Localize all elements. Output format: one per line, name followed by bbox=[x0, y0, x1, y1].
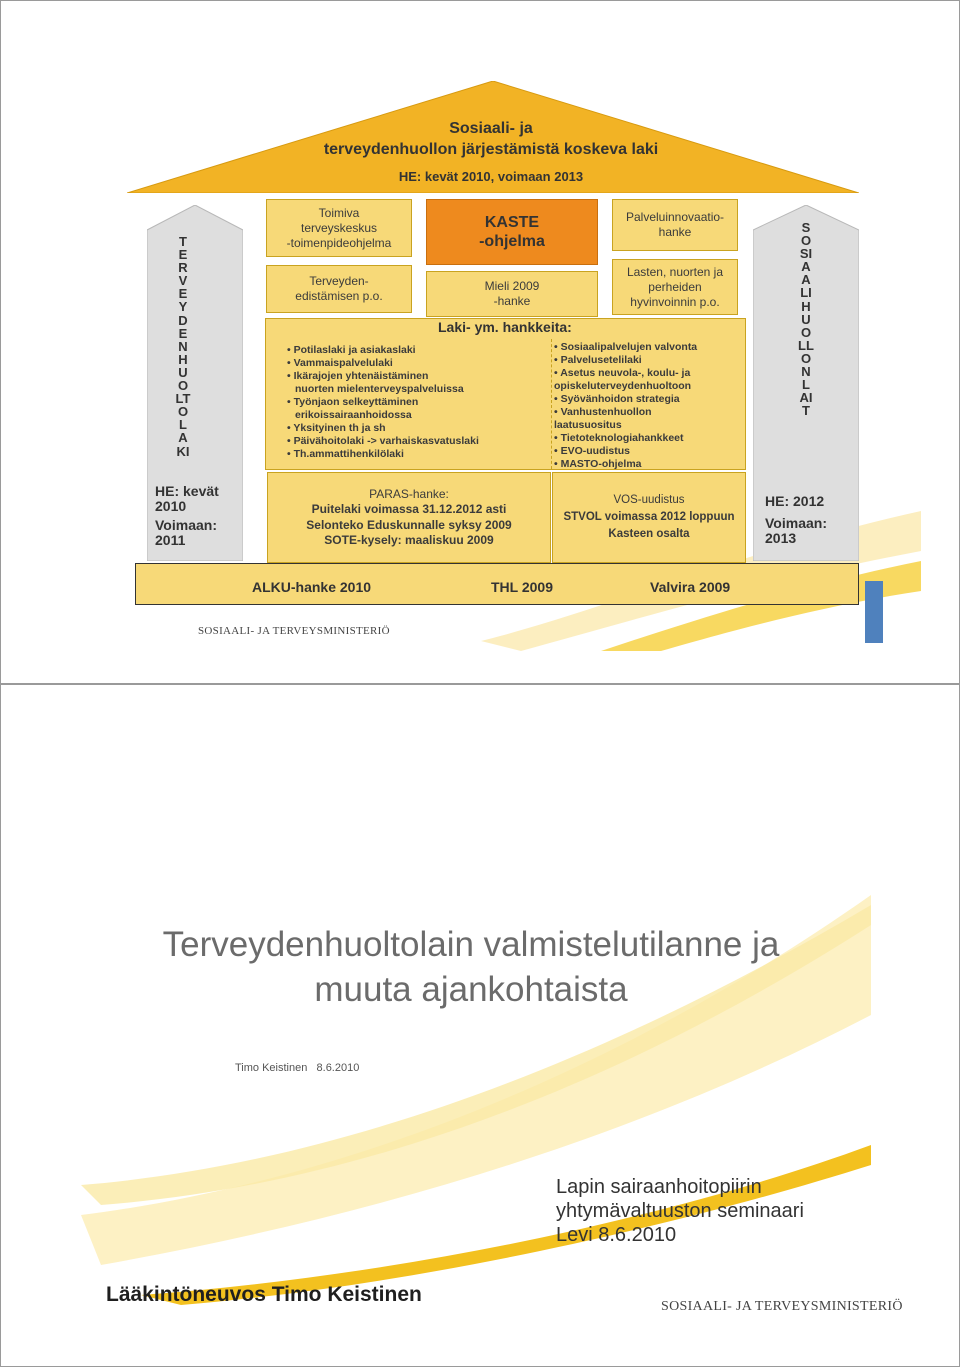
laki-right-item: • MASTO-ohjelma bbox=[554, 458, 642, 470]
vos-line2: STVOL voimassa 2012 loppuun bbox=[563, 511, 735, 523]
box-kaste-line2: -ohjelma bbox=[479, 233, 545, 250]
box-lasten-line3: hyvinvoinnin p.o. bbox=[630, 294, 720, 309]
laki-left-item: • Työnjaon selkeyttäminen bbox=[287, 396, 419, 408]
foundation-bar bbox=[135, 563, 859, 605]
event-line1: Lapin sairaanhoitopiirin bbox=[556, 1176, 762, 1198]
box-toimiva-line2: terveyskeskus bbox=[300, 220, 378, 235]
paras-line2: Puitelaki voimassa 31.12.2012 asti bbox=[311, 502, 507, 516]
left-pillar-vertical-text: TERVEYDENHUOLTOLAKI bbox=[175, 234, 191, 459]
laki-left-item: • Yksityinen th ja sh bbox=[287, 422, 386, 434]
foundation-thl: THL 2009 bbox=[491, 579, 553, 595]
laki-left-item: nuorten mielenterveyspalveluissa bbox=[295, 383, 464, 395]
laki-header: Laki- ym. hankkeita: bbox=[438, 319, 572, 335]
presenter-name: Lääkintöneuvos Timo Keistinen bbox=[106, 1283, 422, 1306]
box-toimiva-line3: -toimenpideohjelma bbox=[286, 235, 392, 250]
laki-right-list bbox=[554, 341, 697, 471]
box-lasten-line2: perheiden bbox=[648, 279, 702, 294]
box-terveyden-line2: edistämisen p.o. bbox=[295, 289, 383, 303]
left-pillar-voimaan-label: Voimaan: bbox=[155, 517, 217, 533]
right-pillar-voimaan-year: 2013 bbox=[765, 530, 797, 546]
box-terveyden-edistamisen bbox=[266, 265, 412, 313]
left-pillar-he-year: 2010 bbox=[155, 498, 187, 514]
laki-right-item: • EVO-uudistus bbox=[554, 445, 631, 457]
left-pillar-voimaan-year: 2011 bbox=[155, 532, 186, 548]
box-toimiva-terveyskeskus bbox=[266, 199, 412, 257]
box-mieli-line1: Mieli 2009 bbox=[484, 279, 540, 293]
footer-date: 8.6.2010 bbox=[316, 1062, 360, 1074]
vos-line3: Kasteen osalta bbox=[608, 528, 690, 540]
laki-left-item: • Potilaslaki ja asiakaslaki bbox=[287, 344, 416, 356]
ministry-logo-text: SOSIAALI- JA TERVEYSMINISTERIÖ bbox=[661, 1299, 903, 1314]
vos-line1: VOS-uudistus bbox=[613, 494, 685, 506]
box-vos-uudistus bbox=[552, 472, 746, 563]
box-palveluinnovaatio bbox=[612, 199, 738, 251]
footer-author-name: Timo Keistinen bbox=[235, 1062, 308, 1074]
left-pillar-he-label: HE: kevät bbox=[155, 483, 219, 499]
event-line2: yhtymävaltuuston seminaari bbox=[556, 1200, 804, 1222]
roof-title-line2: terveydenhuollon järjestämistä koskeva laki bbox=[323, 141, 659, 158]
event-line3: Levi 8.6.2010 bbox=[556, 1224, 677, 1246]
right-pillar-he: HE: 2012 bbox=[765, 493, 825, 509]
box-lasten-nuorten bbox=[612, 259, 738, 315]
laki-right-item: • Syövänhoidon strategia bbox=[554, 393, 680, 405]
right-pillar-voimaan bbox=[765, 516, 827, 546]
right-pillar-voimaan-label: Voimaan: bbox=[765, 515, 827, 531]
presentation-title-line2: muuta ajankohtaista bbox=[314, 970, 628, 1009]
laki-left-list bbox=[287, 344, 479, 461]
ministry-logo-text: SOSIAALI- JA TERVEYSMINISTERIÖ bbox=[198, 625, 390, 637]
roof-he-line: HE: kevät 2010, voimaan 2013 bbox=[398, 169, 584, 184]
presentation-title-line1: Terveydenhuoltolain valmistelutilanne ja bbox=[162, 925, 780, 964]
laki-divider bbox=[551, 339, 553, 469]
laki-left-item: erikoissairaanhoidossa bbox=[295, 409, 412, 421]
laki-left-item: • Vammaispalvelulaki bbox=[287, 357, 393, 369]
laki-right-item: • Sosiaalipalvelujen valvonta bbox=[554, 341, 698, 353]
laki-left-item: • Päivähoitolaki -> varhaiskasvatuslaki bbox=[287, 435, 479, 447]
laki-right-item: • Palvelusetelilaki bbox=[554, 354, 642, 366]
box-paras-hanke bbox=[267, 472, 551, 563]
paras-line1: PARAS-hanke: bbox=[369, 486, 449, 501]
box-palvelu-line1: Palveluinnovaatio- bbox=[625, 210, 725, 224]
wave-shadow bbox=[85, 1245, 805, 1253]
box-lasten-line1: Lasten, nuorten ja bbox=[626, 264, 724, 279]
blue-accent-bar bbox=[865, 581, 883, 643]
roof-title-line1: Sosiaali- ja bbox=[449, 120, 533, 137]
box-toimiva-line1: Toimiva bbox=[318, 205, 360, 220]
foundation-valvira: Valvira 2009 bbox=[650, 579, 731, 595]
laki-right-item: • Vanhustenhuollon bbox=[554, 406, 652, 418]
box-terveyden-line1: Terveyden- bbox=[309, 274, 369, 288]
laki-right-item: • Tietoteknologiahankkeet bbox=[554, 432, 684, 444]
paras-line3: Selonteko Eduskunnalle syksy 2009 bbox=[306, 517, 512, 532]
left-pillar-voimaan bbox=[155, 518, 217, 548]
paras-line4: SOTE-kysely: maaliskuu 2009 bbox=[324, 533, 494, 547]
box-kaste-ohjelma bbox=[426, 199, 598, 265]
box-kaste-line1: KASTE bbox=[484, 214, 540, 231]
left-pillar-he bbox=[155, 484, 219, 514]
box-mieli-2009 bbox=[426, 271, 598, 317]
right-pillar-vertical-text: SOSIAALIHUOLLON LAIT bbox=[798, 220, 814, 419]
box-mieli-line2: -hanke bbox=[493, 294, 531, 308]
laki-left-item: • Th.ammattihenkilölaki bbox=[287, 448, 404, 460]
box-palvelu-line2: hanke bbox=[658, 225, 692, 239]
laki-right-item: • Asetus neuvola-, koulu- ja bbox=[554, 367, 691, 379]
slide-2 bbox=[0, 684, 960, 1367]
footer-author bbox=[235, 1062, 359, 1074]
foundation-alku: ALKU-hanke 2010 bbox=[252, 579, 372, 595]
laki-left-item: • Ikärajojen yhtenäistäminen bbox=[287, 370, 429, 382]
laki-right-item: opiskeluterveydenhuoltoon bbox=[554, 380, 692, 392]
laki-right-item: laatusuositus bbox=[554, 419, 622, 431]
